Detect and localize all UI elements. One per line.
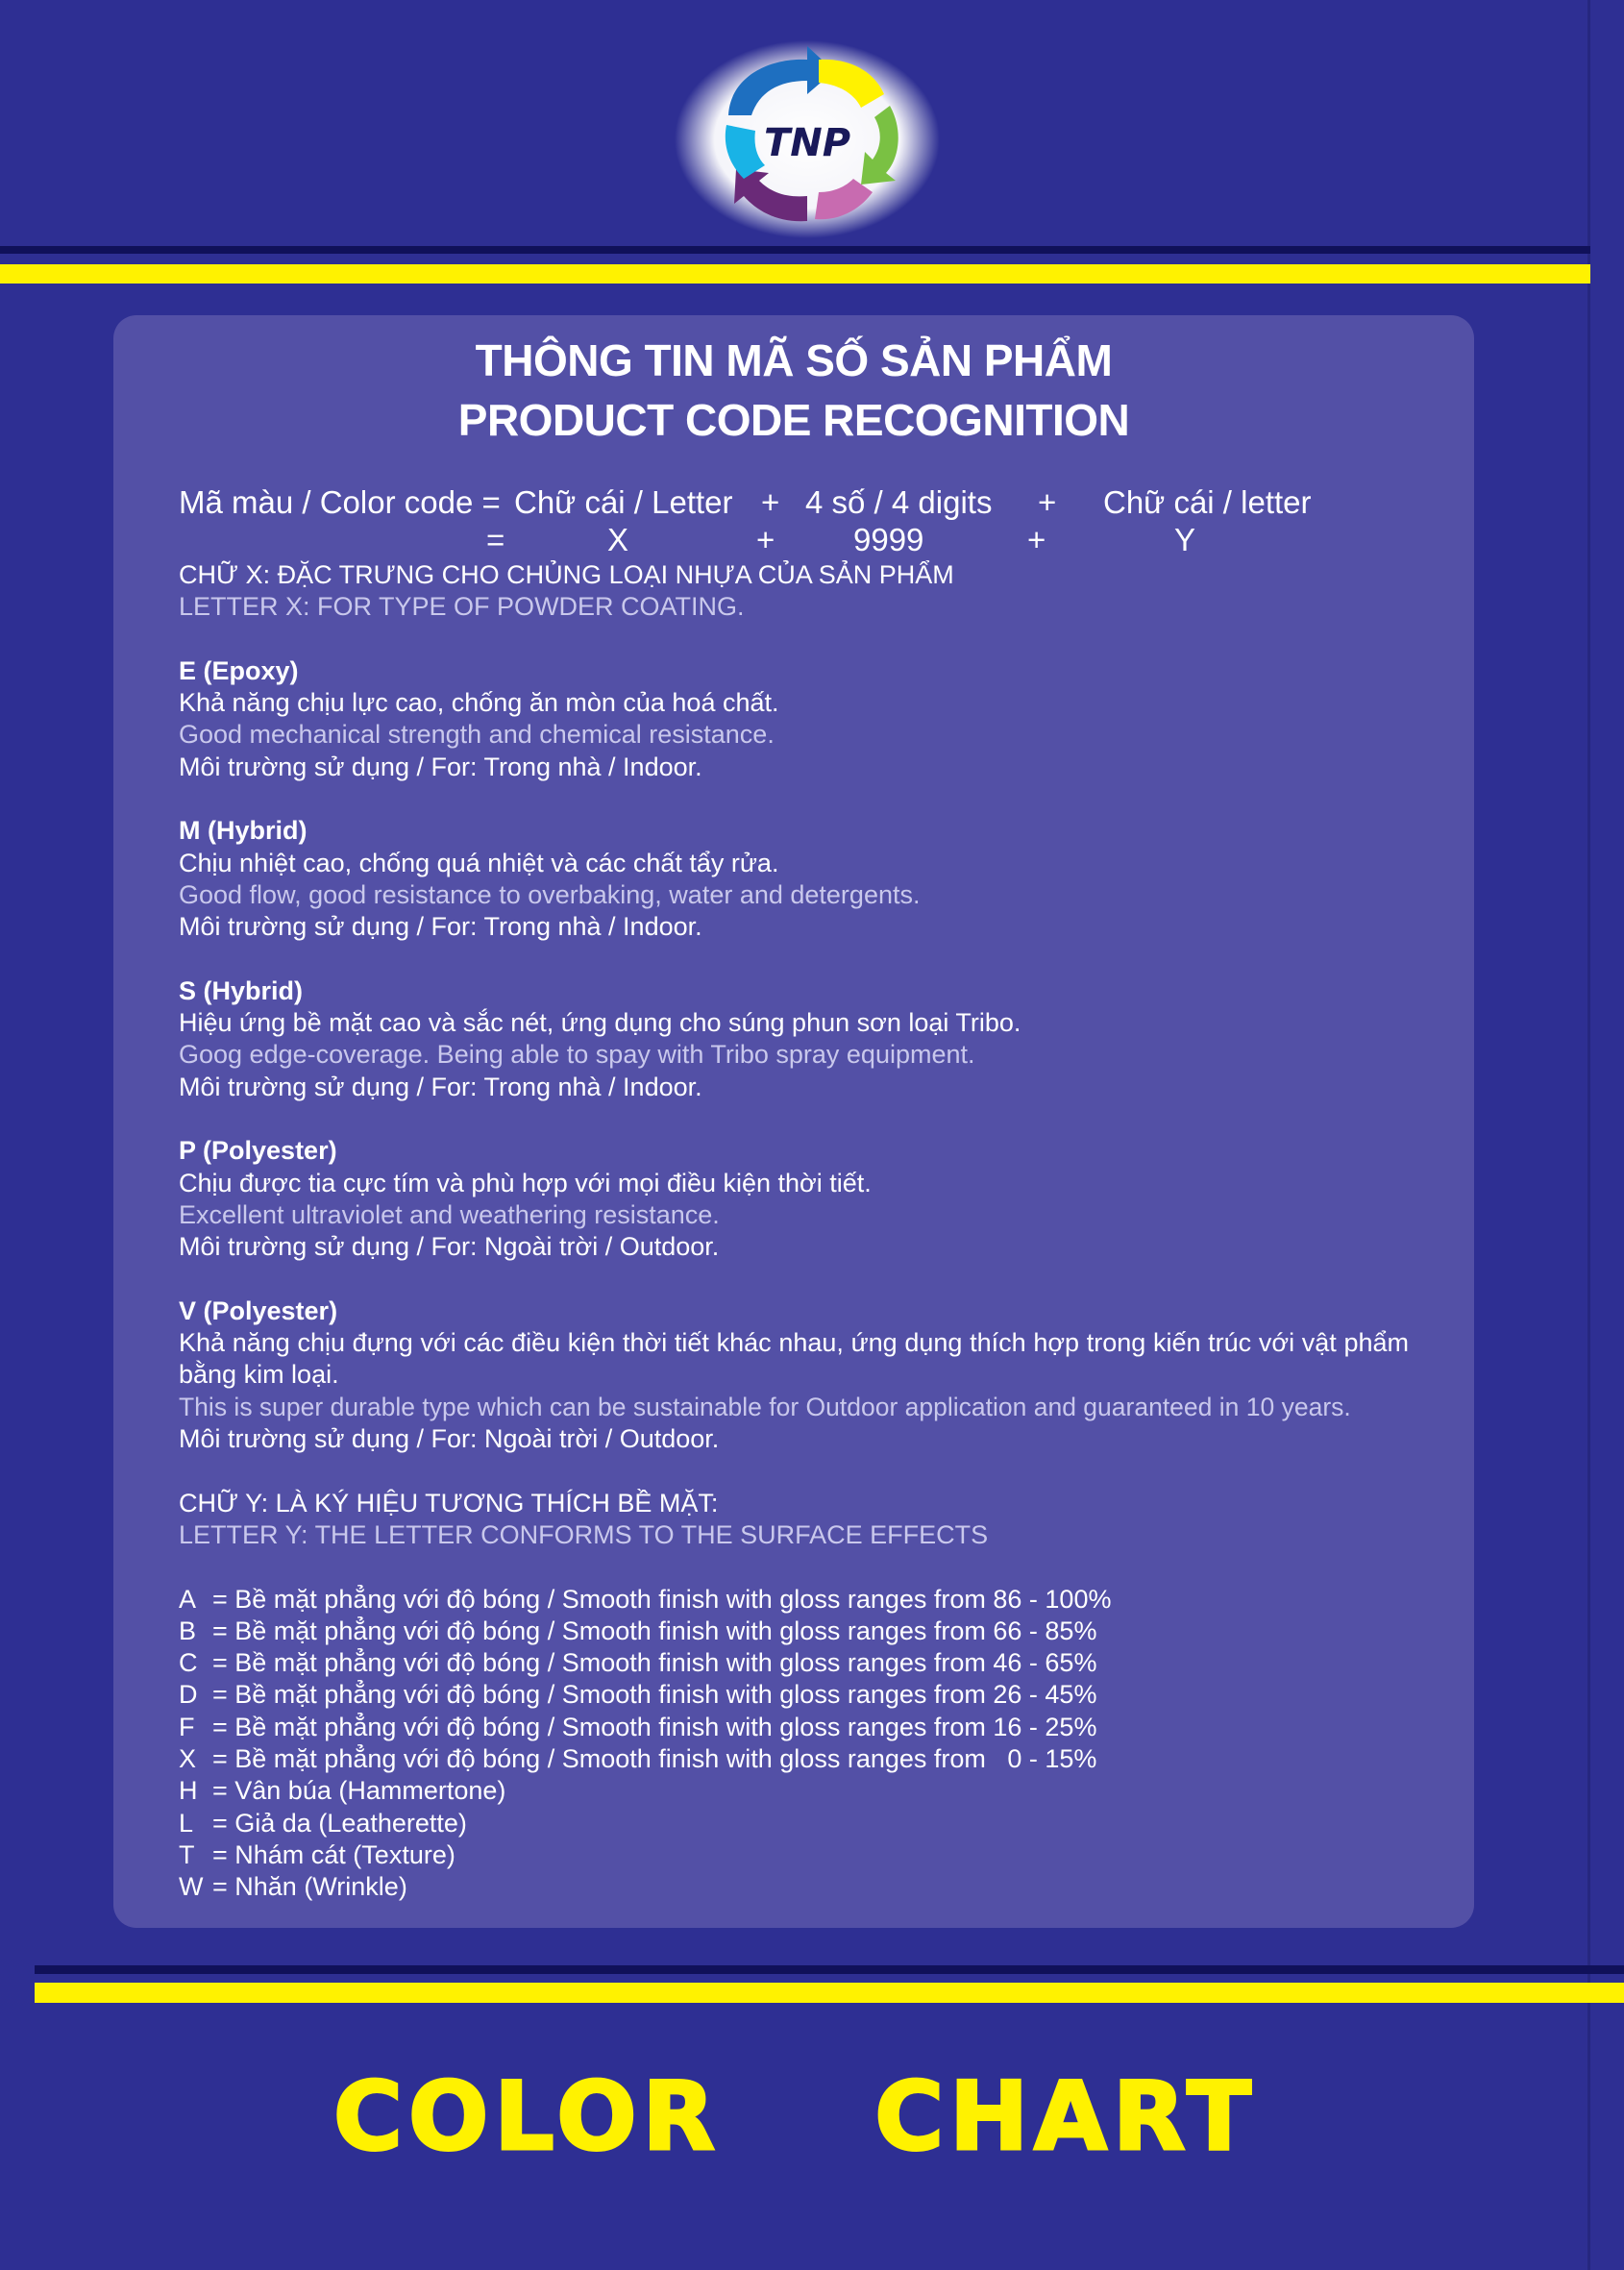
surface-code-desc: = Vân búa (Hammertone) [212, 1776, 506, 1806]
product-code-panel [113, 315, 1474, 1928]
surface-code-t [179, 1839, 1409, 1871]
formula-plus-4: + [1027, 522, 1046, 557]
code-description [179, 559, 1416, 1903]
surface-code-l [179, 1808, 1409, 1839]
formula-equals: = [486, 522, 505, 557]
type-v-en: This is super durable type which can be sustainable for Outdoor application and guaranteed in 10 years. [179, 1392, 1351, 1421]
type-s-name: S (Hybrid) [179, 975, 304, 1005]
type-v-env: Môi trường sử dụng / For: Ngoài trời / Outdoor. [179, 1424, 720, 1454]
surface-code-desc: = Bề mặt phẳng với độ bóng / Smooth finish with gloss ranges from 46 - 65% [212, 1648, 1097, 1678]
surface-code-letter: T [179, 1839, 195, 1869]
formula-plus-2: + [1038, 484, 1057, 520]
type-e-name: E (Epoxy) [179, 655, 299, 685]
surface-code-h [179, 1775, 1409, 1807]
surface-code-letter: C [179, 1648, 198, 1678]
surface-code-letter: D [179, 1680, 198, 1710]
surface-code-desc: = Bề mặt phẳng với độ bóng / Smooth finish with gloss ranges from 16 - 25% [212, 1712, 1097, 1741]
surface-code-desc: = Bề mặt phẳng với độ bóng / Smooth finish with gloss ranges from 66 - 85% [212, 1616, 1097, 1645]
formula-plus-1: + [761, 484, 780, 520]
type-s-env: Môi trường sử dụng / For: Trong nhà / Indoor. [179, 1072, 702, 1101]
page-edge [1587, 0, 1590, 2270]
formula-9999: 9999 [853, 522, 924, 557]
surface-code-c [179, 1647, 1409, 1679]
tnp-logo [673, 38, 942, 240]
type-v-name: V (Polyester) [179, 1295, 338, 1325]
letter-y-heading-en: LETTER Y: THE LETTER CONFORMS TO THE SURFACE EFFECTS [179, 1519, 989, 1549]
letter-x-heading-vi: CHỮ X: ĐẶC TRƯNG CHO CHỦNG LOẠI NHỰA CỦA SẢN PHẨM [179, 560, 954, 589]
surface-code-desc: = Giả da (Leatherette) [212, 1808, 467, 1838]
type-p-env: Môi trường sử dụng / For: Ngoài trời / Outdoor. [179, 1232, 720, 1262]
surface-code-letter: W [179, 1872, 204, 1902]
surface-code-w [179, 1871, 1409, 1903]
formula-plus-3: + [756, 522, 775, 557]
type-p-vi: Chịu được tia cực tím và phù hợp với mọi điều kiện thời tiết. [179, 1168, 872, 1197]
logo-text: TNP [763, 121, 851, 165]
type-m-en: Good flow, good resistance to overbaking, water and detergents. [179, 879, 921, 909]
bottom-dark-stripe [35, 1965, 1624, 1974]
surface-code-letter: B [179, 1616, 197, 1645]
top-dark-stripe [0, 246, 1590, 254]
top-yellow-stripe [0, 264, 1590, 284]
color-chart-title: COLOR CHART [333, 2062, 1257, 2172]
surface-code-a [179, 1584, 1409, 1616]
surface-code-f [179, 1712, 1409, 1743]
surface-code-desc: = Bề mặt phẳng với độ bóng / Smooth finish with gloss ranges from 86 - 100% [212, 1584, 1112, 1614]
type-p-en: Excellent ultraviolet and weathering resistance. [179, 1199, 720, 1229]
formula-letter-2: Chữ cái / letter [1103, 484, 1312, 520]
surface-code-x [179, 1743, 1409, 1775]
type-m-env: Môi trường sử dụng / For: Trong nhà / Indoor. [179, 912, 702, 942]
bottom-yellow-stripe [35, 1983, 1624, 2003]
surface-code-desc: = Bề mặt phẳng với độ bóng / Smooth finish with gloss ranges from 0 - 15% [212, 1743, 1097, 1773]
type-e-env: Môi trường sử dụng / For: Trong nhà / Indoor. [179, 752, 702, 781]
type-m-vi: Chịu nhiệt cao, chống quá nhiệt và các chất tẩy rửa. [179, 848, 779, 877]
type-e-en: Good mechanical strength and chemical resistance. [179, 720, 775, 750]
type-m-name: M (Hybrid) [179, 816, 308, 846]
type-v-vi: Khả năng chịu đựng với các điều kiện thời tiết khác nhau, ứng dụng thích hợp trong kiến trúc với vật phẩm bằng kim loại. [179, 1328, 1416, 1390]
surface-code-desc: = Nhám cát (Texture) [212, 1839, 455, 1869]
title-english: PRODUCT CODE RECOGNITION [457, 395, 1130, 445]
formula-x: X [607, 522, 629, 557]
formula-y: Y [1174, 522, 1196, 557]
surface-code-letter: F [179, 1712, 195, 1741]
letter-y-heading-vi: CHỮ Y: LÀ KÝ HIỆU TƯƠNG THÍCH BỀ MẶT: [179, 1488, 719, 1517]
type-p-name: P (Polyester) [179, 1136, 337, 1166]
surface-code-letter: H [179, 1776, 198, 1806]
title-vietnamese: THÔNG TIN MÃ SỐ SẢN PHẨM [475, 335, 1113, 385]
surface-code-letter: X [179, 1743, 197, 1773]
color-code-formula [113, 315, 1474, 557]
surface-code-letter: A [179, 1584, 197, 1614]
type-e-vi: Khả năng chịu lực cao, chống ăn mòn của hoá chất. [179, 688, 779, 718]
surface-code-letter: L [179, 1808, 194, 1838]
type-s-vi: Hiệu ứng bề mặt cao và sắc nét, ứng dụng cho súng phun sơn loại Tribo. [179, 1008, 1021, 1038]
formula-letter: Chữ cái / Letter [514, 484, 733, 520]
surface-code-desc: = Bề mặt phẳng với độ bóng / Smooth finish with gloss ranges from 26 - 45% [212, 1680, 1097, 1710]
letter-x-heading-en: LETTER X: FOR TYPE OF POWDER COATING. [179, 592, 745, 622]
surface-code-b [179, 1616, 1409, 1647]
formula-label: Mã màu / Color code = [179, 484, 501, 520]
surface-code-d [179, 1679, 1409, 1711]
type-s-en: Goog edge-coverage. Being able to spay with Tribo spray equipment. [179, 1040, 975, 1070]
formula-digits: 4 số / 4 digits [805, 484, 993, 520]
surface-code-desc: = Nhăn (Wrinkle) [212, 1872, 407, 1902]
